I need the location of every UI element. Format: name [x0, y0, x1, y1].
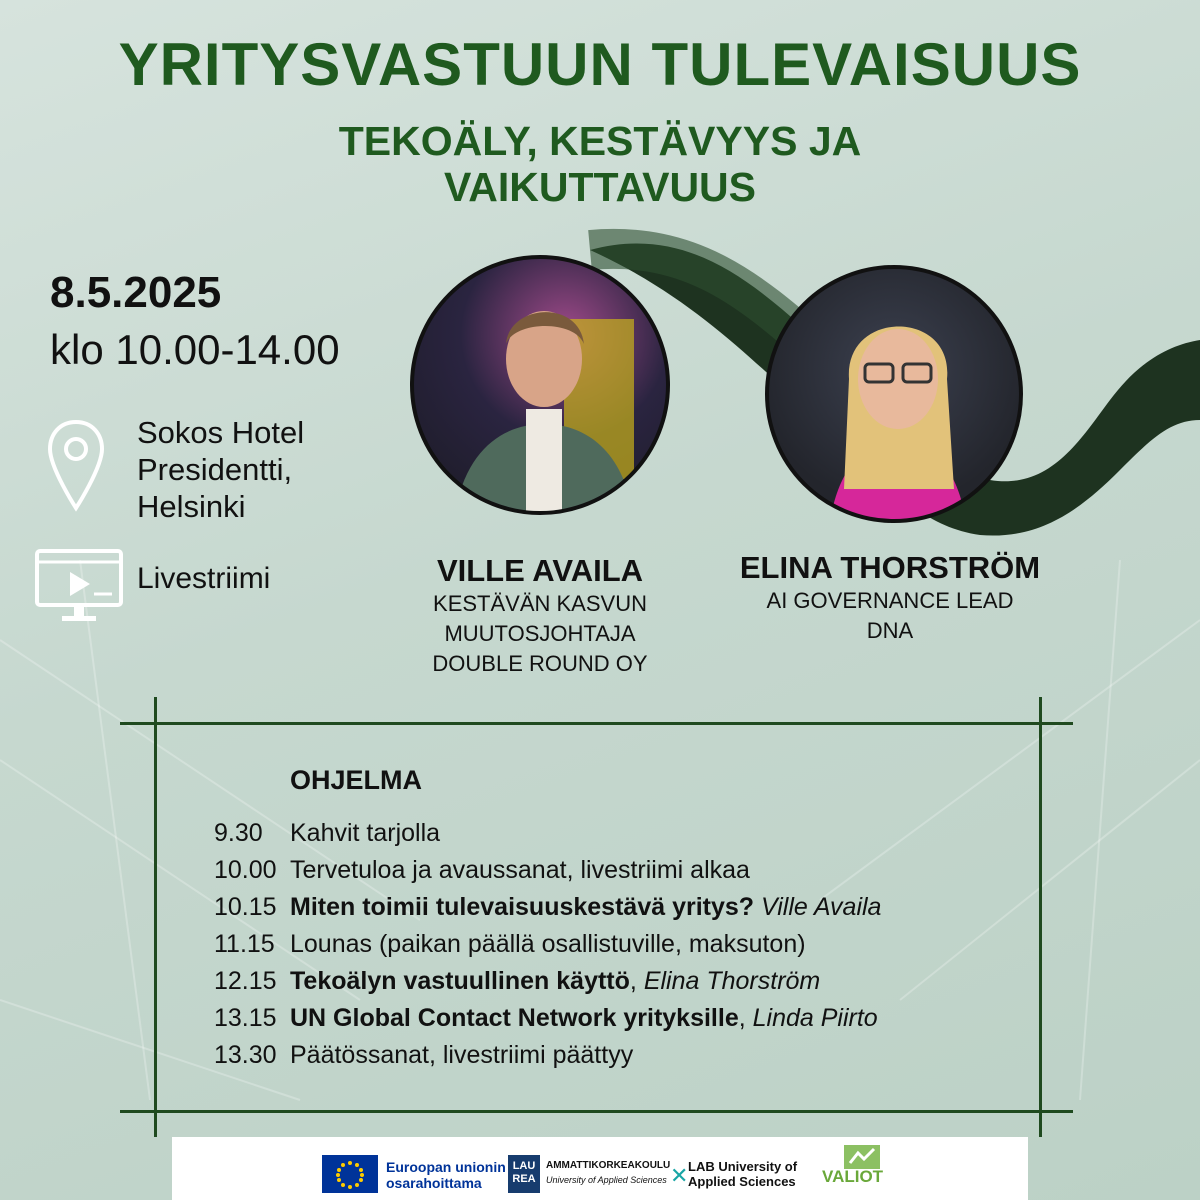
laurea-mark-line: REA	[512, 1173, 536, 1185]
program-time: 13.15	[214, 1004, 277, 1032]
venue-line: Helsinki	[137, 489, 246, 524]
speaker-portrait	[414, 259, 670, 515]
speaker-photo-elina	[765, 265, 1023, 523]
lab-logo-text	[688, 1159, 797, 1189]
program-separator: ,	[738, 1004, 753, 1032]
frame-line-bottom	[120, 1110, 1073, 1113]
laurea-mark-line: LAU	[512, 1160, 536, 1172]
speaker-role-line: MUUTOSJOHTAJA	[444, 621, 636, 646]
monitor-play-icon	[34, 548, 124, 628]
partner-logo-bar	[172, 1137, 1028, 1200]
frame-line-top	[120, 722, 1073, 725]
lab-text-line: LAB University of	[688, 1159, 798, 1174]
valiot-logo-text: VALIOT	[822, 1167, 884, 1186]
venue-line: Presidentti,	[137, 452, 293, 487]
program-row	[214, 1000, 881, 1037]
program-time: 11.15	[214, 930, 275, 958]
program-session-title: Miten toimii tulevaisuuskestävä yritys?	[290, 893, 755, 921]
eu-text-line: osarahoittama	[386, 1175, 482, 1191]
program-row	[214, 1037, 881, 1074]
speaker-role-line: AI GOVERNANCE LEAD	[766, 588, 1014, 613]
speaker-role-line: KESTÄVÄN KASVUN	[433, 591, 647, 616]
laurea-logo-mark	[508, 1155, 540, 1193]
program-separator	[754, 893, 761, 922]
venue-line: Sokos Hotel	[137, 415, 305, 450]
program-list	[214, 815, 881, 1074]
laurea-logo-text	[546, 1159, 670, 1187]
speaker-elina	[720, 550, 1060, 646]
eu-flag-icon	[322, 1155, 378, 1193]
frame-line-left	[154, 697, 157, 1137]
laurea-name: AMMATTIKORKEAKOULU	[546, 1160, 671, 1171]
page-title: YRITYSVASTUUN TULEVAISUUS	[118, 31, 1082, 98]
frame-line-right	[1039, 697, 1042, 1137]
program-session-title: UN Global Contact Network yrityksille	[290, 1004, 739, 1032]
event-venue	[137, 414, 304, 525]
subtitle-line: TEKOÄLY, KESTÄVYYS JA	[338, 118, 862, 164]
speaker-name: VILLE AVAILA	[436, 553, 644, 588]
program-time: 12.15	[214, 967, 277, 995]
event-date: 8.5.2025	[50, 268, 222, 317]
program-title: OHJELMA	[290, 765, 423, 795]
program-row	[214, 815, 881, 852]
program-time: 10.00	[214, 856, 277, 884]
program-row	[214, 852, 881, 889]
event-stream: Livestriimi	[137, 562, 271, 595]
location-pin-icon	[46, 418, 106, 514]
lab-logo-icon: ✕	[670, 1163, 689, 1188]
speaker-ville	[400, 553, 680, 679]
program-time: 9.30	[214, 819, 263, 847]
program-text: Lounas (paikan päällä osallistuville, maksuton)	[290, 930, 806, 958]
speaker-role-line: DNA	[866, 618, 914, 643]
speaker-name: ELINA THORSTRÖM	[739, 550, 1041, 585]
lab-text-line: Applied Sciences	[688, 1174, 796, 1189]
event-time: klo 10.00-14.00	[50, 326, 340, 373]
speaker-photo-ville	[410, 255, 670, 515]
subtitle-line: VAIKUTTAVUUS	[443, 164, 757, 210]
program-row	[214, 963, 881, 1000]
program-row	[214, 889, 881, 926]
program-session-title: Tekoälyn vastuullinen käyttö	[290, 967, 630, 995]
speaker-portrait	[769, 269, 1023, 523]
eu-text-line: Euroopan unionin	[386, 1159, 506, 1175]
program-text: Tervetuloa ja avaussanat, livestriimi alkaa	[290, 856, 750, 884]
program-row	[214, 926, 881, 963]
program-time: 10.15	[214, 893, 277, 921]
program-text: Kahvit tarjolla	[290, 819, 441, 847]
speaker-role-line: DOUBLE ROUND OY	[432, 651, 648, 676]
program-speaker: Ville Availa	[761, 893, 882, 921]
program-text: Päätössanat, livestriimi päättyy	[290, 1041, 634, 1069]
page-subtitle	[250, 118, 950, 210]
program-time: 13.30	[214, 1041, 277, 1069]
eu-funding-text	[386, 1159, 506, 1191]
valiot-logo-icon	[840, 1143, 884, 1169]
program-speaker: Elina Thorström	[643, 967, 821, 995]
program-speaker: Linda Piirto	[752, 1004, 878, 1032]
program-separator: ,	[629, 967, 644, 995]
laurea-sub: University of Applied Sciences	[546, 1175, 667, 1185]
